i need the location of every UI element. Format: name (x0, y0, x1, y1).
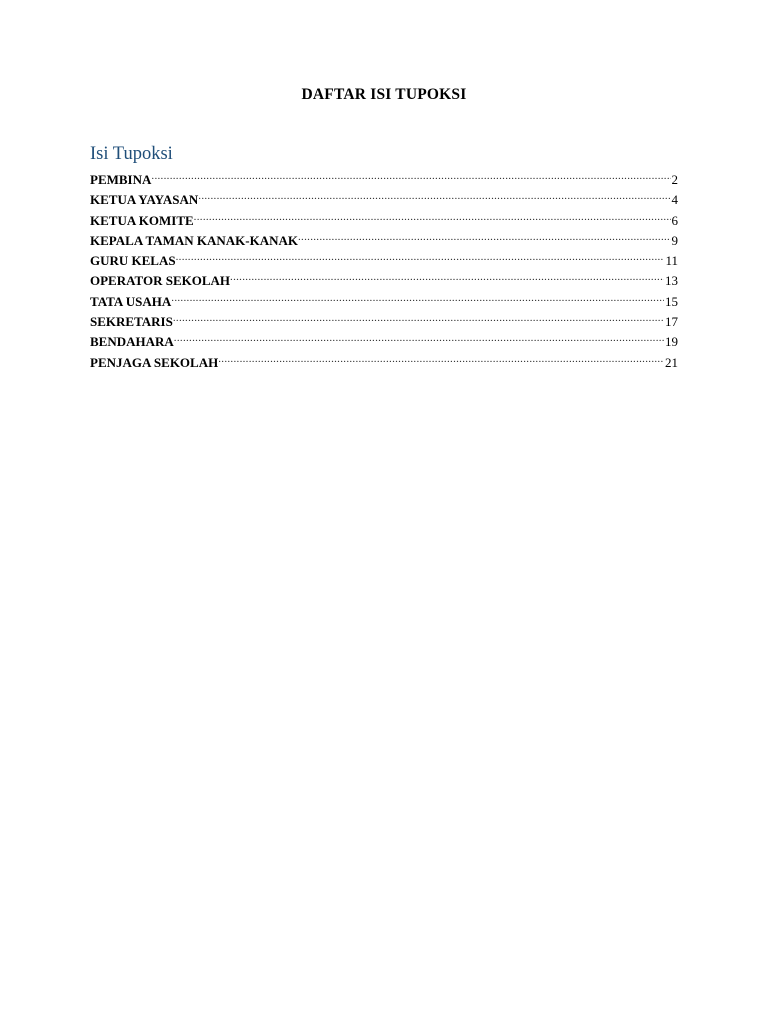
toc-entry-tata-usaha[interactable] (90, 286, 678, 309)
toc-page-number: 6 (671, 212, 678, 228)
toc-entry-label[interactable]: KEPALA TAMAN KANAK-KANAK (90, 232, 298, 248)
toc-entry-label[interactable]: BENDAHARA (90, 334, 174, 350)
toc-dot-leader (230, 265, 664, 285)
toc-page-number: 2 (671, 172, 678, 187)
toc-page-number: 21 (665, 354, 678, 370)
toc-entry-operator-sekolah[interactable] (90, 265, 678, 289)
toc-dot-leader (174, 326, 664, 346)
toc-dot-leader (176, 245, 665, 265)
toc-entry-sekretaris[interactable] (90, 306, 678, 330)
toc-page-number: 19 (665, 334, 678, 350)
page-title: DAFTAR ISI TUPOKSI (301, 86, 467, 103)
toc-page-number: 4 (671, 192, 678, 208)
table-of-contents (90, 164, 678, 370)
toc-entry-label[interactable]: OPERATOR SEKOLAH (90, 273, 231, 289)
toc-page-number: 17 (665, 314, 678, 330)
toc-entry-label[interactable]: KETUA YAYASAN (90, 192, 199, 208)
toc-dot-leader (151, 164, 670, 184)
toc-heading: Isi Tupoksi (90, 144, 173, 164)
toc-dot-leader (171, 286, 664, 306)
toc-dot-leader (198, 184, 670, 204)
toc-page-number: 11 (665, 253, 678, 269)
toc-dot-leader (218, 347, 664, 367)
toc-entry-bendahara[interactable] (90, 326, 678, 350)
toc-dot-leader (173, 306, 664, 326)
toc-entry-guru-kelas[interactable] (90, 245, 678, 269)
toc-entry-label[interactable]: KETUA KOMITE (90, 212, 194, 228)
toc-page-number: 13 (665, 273, 678, 289)
toc-page-number: 15 (665, 293, 678, 309)
toc-page-number: 9 (671, 232, 678, 248)
toc-entry-label[interactable]: TATA USAHA (90, 293, 172, 309)
toc-entry-ketua-yayasan[interactable] (90, 184, 678, 208)
toc-dot-leader (298, 225, 671, 245)
toc-entry-label[interactable]: PEMBINA (90, 172, 152, 187)
toc-entry-label[interactable]: PENJAGA SEKOLAH (90, 354, 219, 370)
toc-entry-label[interactable]: SEKRETARIS (90, 314, 173, 330)
toc-entry-penjaga-sekolah[interactable] (90, 347, 678, 370)
toc-dot-leader (194, 205, 671, 225)
toc-entry-label[interactable]: GURU KELAS (90, 253, 176, 269)
toc-entry-pembina[interactable] (90, 164, 678, 187)
